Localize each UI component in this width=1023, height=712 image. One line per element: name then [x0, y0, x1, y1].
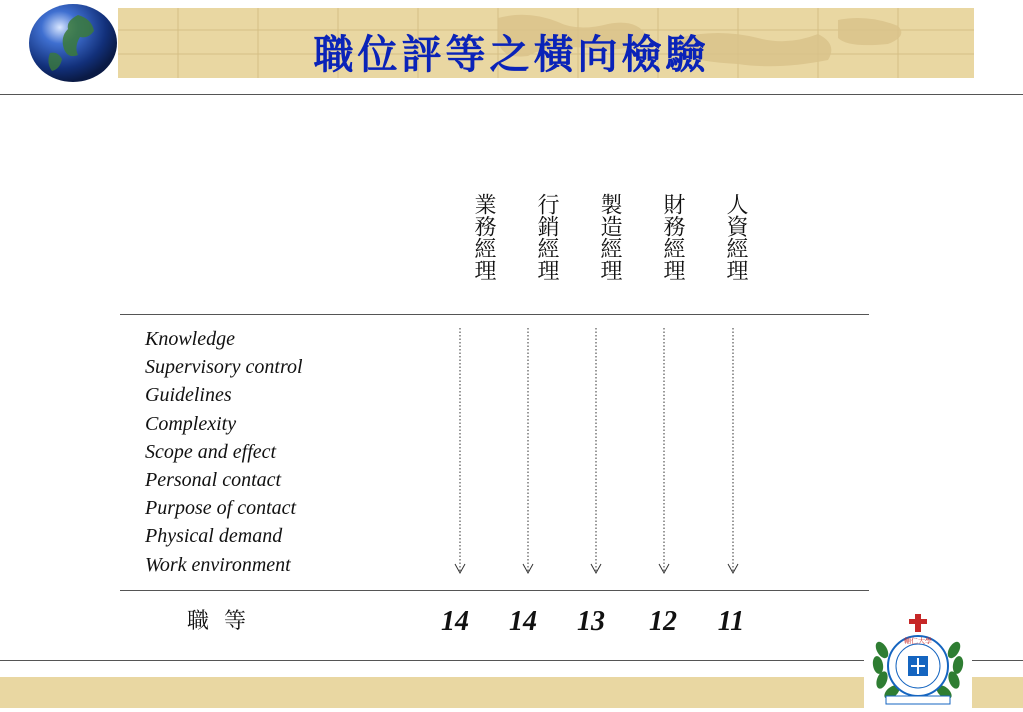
table-top-rule	[120, 314, 869, 315]
column-heading-5: 人資經理	[723, 193, 748, 281]
factor-item: Supervisory control	[145, 356, 303, 379]
column-heading-3: 製造經理	[597, 193, 622, 281]
globe-icon	[28, 3, 118, 83]
factor-item: Complexity	[145, 412, 237, 435]
arrow-down-icon	[659, 328, 669, 573]
factor-item: Purpose of contact	[145, 497, 297, 520]
factor-list	[145, 325, 303, 579]
factor-item: Knowledge	[145, 328, 235, 350]
header-divider	[0, 94, 1023, 95]
university-logo-icon	[864, 610, 972, 708]
factor-item: Scope and effect	[145, 440, 277, 463]
column-heading-1: 業務經理	[471, 193, 496, 281]
factor-item: Guidelines	[145, 384, 232, 407]
column-heading-2: 行銷經理	[534, 193, 559, 281]
factor-item: Personal contact	[145, 469, 282, 492]
grade-row-label: 職 等	[187, 609, 250, 634]
arrow-down-icon	[455, 328, 465, 573]
grade-value-5: 11	[717, 606, 745, 637]
factor-item: Work environment	[145, 553, 291, 576]
grade-value-2: 14	[509, 606, 537, 637]
column-heading-4: 財務經理	[660, 193, 685, 281]
grade-value-4: 12	[649, 606, 677, 637]
page-title: 職位評等之橫向檢驗	[313, 31, 710, 78]
grade-value-3: 13	[577, 606, 605, 637]
arrow-down-icon	[728, 328, 738, 573]
factor-item: Physical demand	[145, 525, 283, 548]
table-bottom-rule	[120, 590, 869, 591]
arrow-down-icon	[523, 328, 533, 573]
grade-value-1: 14	[441, 606, 469, 637]
arrow-down-icon	[591, 328, 601, 573]
logo-text: 輔仁大學	[904, 637, 932, 645]
